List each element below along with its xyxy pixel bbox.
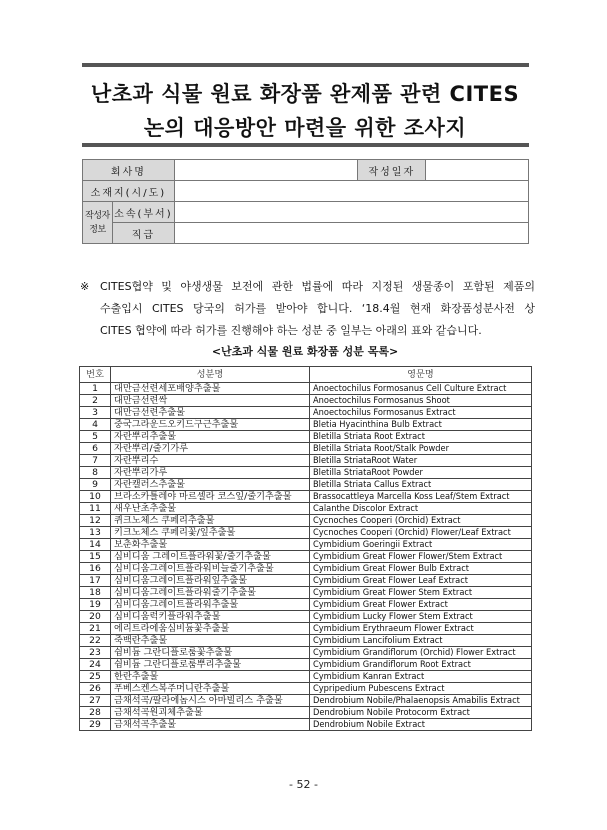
- table-row: [80, 383, 532, 395]
- row-number: 10: [80, 491, 111, 503]
- korean-name: 죽백란추출물: [111, 635, 310, 647]
- table-row: [80, 683, 532, 695]
- document-title-line1: 난초과 식물 원료 화장품 완제품 관련 CITES: [90, 82, 520, 106]
- english-name: Bletilla Striata Callus Extract: [310, 479, 532, 491]
- row-number: 4: [80, 419, 111, 431]
- table-row: [80, 635, 532, 647]
- row-number: 7: [80, 455, 111, 467]
- table-caption: <난초과 식물 원료 화장품 성분 목록>: [211, 345, 399, 358]
- english-name: Cymbidium Great Flower Extract: [310, 599, 532, 611]
- row-number: 2: [80, 395, 111, 407]
- english-name: Cymbidium Erythraeum Flower Extract: [310, 623, 532, 635]
- korean-name: 자란뿌리/줄기가루: [111, 443, 310, 455]
- table-row: [80, 611, 532, 623]
- table-row: [80, 491, 532, 503]
- english-name: Cymbidium Grandiflorum (Orchid) Flower Extract: [310, 647, 532, 659]
- english-name: Cymbidium Lancifolium Extract: [310, 635, 532, 647]
- korean-name: 대만금선련싹: [111, 395, 310, 407]
- row-number: 24: [80, 659, 111, 671]
- korean-name: 자란캘러스추출물: [111, 479, 310, 491]
- row-number: 13: [80, 527, 111, 539]
- notice-line-2: 수출입시 CITES 당국의 허가를 받아야 합니다. ‘18.4월 현재 화장품성분사전 상: [100, 302, 535, 315]
- table-row: [80, 719, 532, 731]
- english-name: Cycnoches Cooperi (Orchid) Extract: [310, 515, 532, 527]
- english-name: Dendrobium Nobile Extract: [310, 719, 532, 731]
- table-row: [80, 467, 532, 479]
- english-name: Calanthe Discolor Extract: [310, 503, 532, 515]
- korean-name: 심비디움럭키플라워추출물: [111, 611, 310, 623]
- english-name: Dendrobium Nobile Protocorm Extract: [310, 707, 532, 719]
- notice-line-3: CITES 협약에 따라 허가를 진행해야 하는 성분 중 일부는 아래의 표와 같습니다.: [100, 324, 482, 337]
- row-number: 8: [80, 467, 111, 479]
- row-number: 29: [80, 719, 111, 731]
- row-number: 26: [80, 683, 111, 695]
- table-row: [80, 455, 532, 467]
- english-name: Bletilla Striata Root Extract: [310, 431, 532, 443]
- row-number: 14: [80, 539, 111, 551]
- english-name: Cymbidium Grandiflorum Root Extract: [310, 659, 532, 671]
- table-row: [80, 575, 532, 587]
- table-row: [80, 503, 532, 515]
- english-name: Bletilla Striata Root/Stalk Powder: [310, 443, 532, 455]
- title-rule-bottom: [82, 143, 529, 147]
- table-row: [80, 515, 532, 527]
- korean-name: 새우난초추출물: [111, 503, 310, 515]
- title-rule-top: [82, 63, 529, 67]
- location-label: 소재지(시/도): [83, 181, 175, 202]
- korean-name: 자란뿌리가루: [111, 467, 310, 479]
- notice-line-1: CITES협약 및 야생생물 보전에 관한 법률에 따라 지정된 생물종이 포함된 제품의: [100, 280, 535, 293]
- korean-name: 금채석곡/팔라에놉시스 아마빌리스 추출물: [111, 695, 310, 707]
- table-row: [80, 647, 532, 659]
- row-number: 16: [80, 563, 111, 575]
- row-number: 27: [80, 695, 111, 707]
- cites-notice: [80, 276, 535, 342]
- korean-name: 키크노체스 쿠페리꽃/잎추출물: [111, 527, 310, 539]
- korean-name: 자란뿌리수: [111, 455, 310, 467]
- position-label: 직급: [112, 223, 174, 244]
- row-number: 6: [80, 443, 111, 455]
- row-number: 11: [80, 503, 111, 515]
- korean-name: 에리트라에움심비듐꽃추출물: [111, 623, 310, 635]
- korean-name: 심비디움 그레이트플라워꽃/줄기추출물: [111, 551, 310, 563]
- english-name: Cycnoches Cooperi (Orchid) Flower/Leaf Extract: [310, 527, 532, 539]
- korean-name: 금채석곡추출물: [111, 719, 310, 731]
- english-name: Cymbidium Kanran Extract: [310, 671, 532, 683]
- korean-name: 한란추출물: [111, 671, 310, 683]
- reference-mark: ※: [80, 280, 90, 293]
- english-name: Bletia Hyacinthina Bulb Extract: [310, 419, 532, 431]
- korean-name: 퀴크노체스 쿠페리추출물: [111, 515, 310, 527]
- english-name: Anoectochilus Formosanus Shoot: [310, 395, 532, 407]
- english-name: Cymbidium Goeringii Extract: [310, 539, 532, 551]
- table-row: [80, 479, 532, 491]
- row-number: 22: [80, 635, 111, 647]
- table-row: [80, 695, 532, 707]
- table-row: [80, 623, 532, 635]
- table-row: [80, 419, 532, 431]
- respondent-info-form: [82, 159, 529, 244]
- table-row: [80, 431, 532, 443]
- korean-name: 대만금선련추출물: [111, 407, 310, 419]
- korean-name: 대만금선련세포배양추출물: [111, 383, 310, 395]
- row-number: 5: [80, 431, 111, 443]
- table-body: [80, 383, 532, 731]
- table-row: [80, 551, 532, 563]
- table-row: [80, 539, 532, 551]
- table-row: [80, 659, 532, 671]
- date-label: 작성일자: [358, 160, 426, 181]
- korean-name: 심비디움그레이트플라워비늘줄기추출물: [111, 563, 310, 575]
- table-row: [80, 443, 532, 455]
- table-row: [80, 395, 532, 407]
- row-number: 25: [80, 671, 111, 683]
- english-name: Cymbidium Great Flower Leaf Extract: [310, 575, 532, 587]
- author-info-label: 작성자 정보: [83, 202, 113, 244]
- table-row: [80, 587, 532, 599]
- korean-name: 자란뿌리추출물: [111, 431, 310, 443]
- page-number: - 52 -: [289, 778, 318, 791]
- row-number: 21: [80, 623, 111, 635]
- english-name: Cymbidium Great Flower Flower/Stem Extract: [310, 551, 532, 563]
- english-name: Cypripedium Pubescens Extract: [310, 683, 532, 695]
- korean-name: 브라소카틀레야 마르셀라 코스잎/줄기추출물: [111, 491, 310, 503]
- korean-name: 심비디움그레이트플라워잎추출물: [111, 575, 310, 587]
- header-no: 번호: [80, 367, 111, 383]
- korean-name: 심비디움그레이트플라워추출물: [111, 599, 310, 611]
- english-name: Cymbidium Great Flower Bulb Extract: [310, 563, 532, 575]
- table-header-row: [80, 367, 532, 383]
- english-name: Dendrobium Nobile/Phalaenopsis Amabilis Extract: [310, 695, 532, 707]
- company-name-label: 회사명: [83, 160, 175, 181]
- row-number: 28: [80, 707, 111, 719]
- english-name: Anoectochilus Formosanus Extract: [310, 407, 532, 419]
- english-name: Bletilla StriataRoot Water: [310, 455, 532, 467]
- korean-name: 쉼비듐 그란디플로룸뿌리추출물: [111, 659, 310, 671]
- korean-name: 푸베스켄스복주머니란추출물: [111, 683, 310, 695]
- company-name-field[interactable]: [174, 160, 358, 181]
- english-name: Anoectochilus Formosanus Cell Culture Extract: [310, 383, 532, 395]
- table-row: [80, 599, 532, 611]
- row-number: 1: [80, 383, 111, 395]
- row-number: 3: [80, 407, 111, 419]
- korean-name: 금채석곡원괴체추출물: [111, 707, 310, 719]
- department-field[interactable]: [174, 202, 528, 223]
- table-row: [80, 563, 532, 575]
- row-number: 12: [80, 515, 111, 527]
- position-field[interactable]: [174, 223, 528, 244]
- date-field[interactable]: [426, 160, 529, 181]
- korean-name: 심비디움그레이트플라워줄기추출물: [111, 587, 310, 599]
- header-english-name: 영문명: [310, 367, 532, 383]
- orchid-ingredient-table: [79, 366, 532, 731]
- english-name: Cymbidium Great Flower Stem Extract: [310, 587, 532, 599]
- header-korean-name: 성분명: [111, 367, 310, 383]
- korean-name: 보춘화추출물: [111, 539, 310, 551]
- location-field[interactable]: [174, 181, 528, 202]
- row-number: 15: [80, 551, 111, 563]
- korean-name: 쉼비듐 그란디플로룸꽃추출물: [111, 647, 310, 659]
- row-number: 17: [80, 575, 111, 587]
- document-title-line2: 논의 대응방안 마련을 위한 조사지: [143, 116, 467, 140]
- table-row: [80, 527, 532, 539]
- row-number: 19: [80, 599, 111, 611]
- english-name: Bletilla StriataRoot Powder: [310, 467, 532, 479]
- table-row: [80, 671, 532, 683]
- row-number: 9: [80, 479, 111, 491]
- department-label: 소속(부서): [112, 202, 174, 223]
- table-row: [80, 707, 532, 719]
- row-number: 20: [80, 611, 111, 623]
- row-number: 23: [80, 647, 111, 659]
- table-row: [80, 407, 532, 419]
- korean-name: 중국그라운드오키드구근추출물: [111, 419, 310, 431]
- english-name: Cymbidium Lucky Flower Stem Extract: [310, 611, 532, 623]
- english-name: Brassocattleya Marcella Koss Leaf/Stem Extract: [310, 491, 532, 503]
- row-number: 18: [80, 587, 111, 599]
